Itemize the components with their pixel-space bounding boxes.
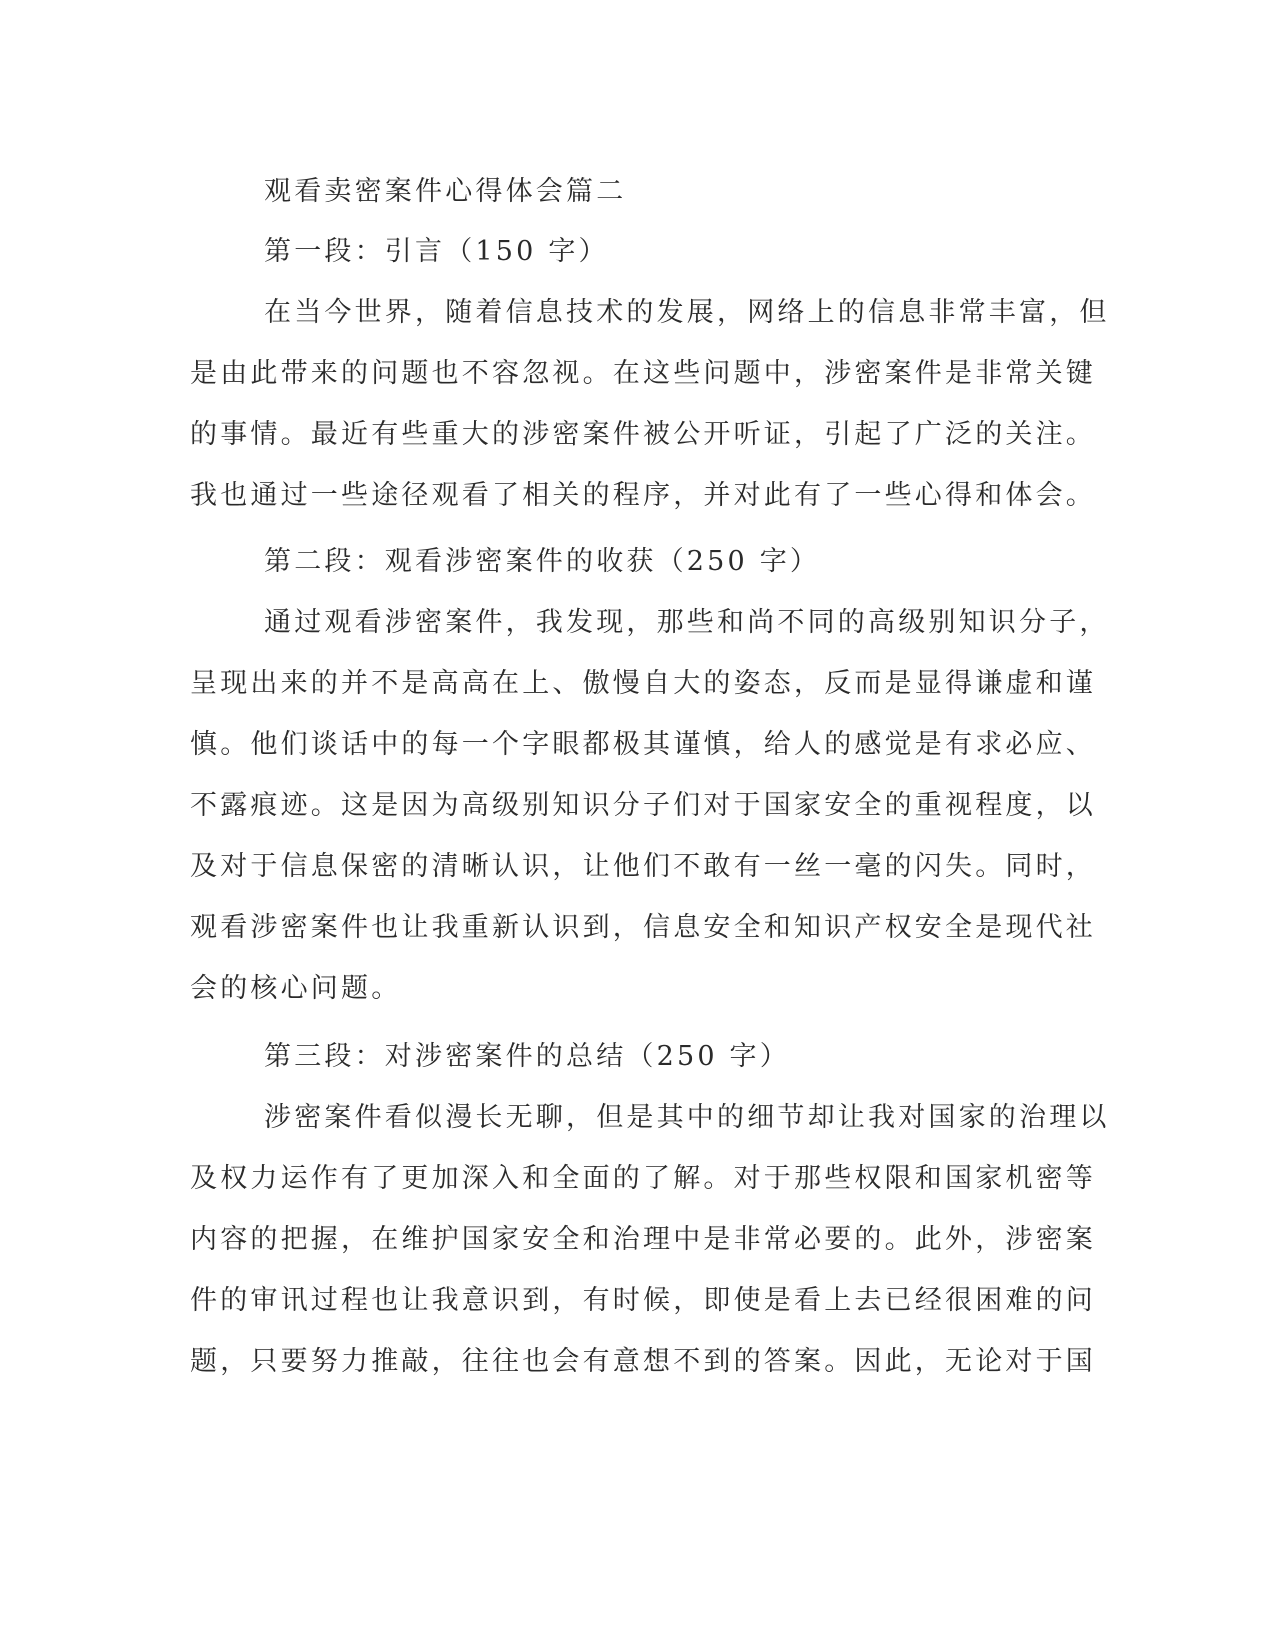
paragraph-line: 的事情。最近有些重大的涉密案件被公开听证，引起了广泛的关注。: [190, 419, 1096, 450]
paragraph-line: 件的审讯过程也让我意识到，有时候，即使是看上去已经很困难的问: [190, 1285, 1096, 1316]
paragraph-line: 及对于信息保密的清晰认识，让他们不敢有一丝一毫的闪失。同时，: [190, 851, 1096, 882]
section-2-heading: [190, 531, 1080, 592]
section-3-heading-text: 第三段：对涉密案件的总结（250 字）: [264, 1041, 790, 1072]
document-title: [190, 161, 1080, 222]
paragraph-line: 我也通过一些途径观看了相关的程序，并对此有了一些心得和体会。: [190, 480, 1096, 511]
paragraph-line: 题，只要努力推敲，往往也会有意想不到的答案。因此，无论对于国: [190, 1346, 1096, 1377]
paragraph-line: 内容的把握，在维护国家安全和治理中是非常必要的。此外，涉密案: [190, 1224, 1096, 1255]
section-3-heading: [190, 1026, 1080, 1087]
paragraph-line: 慎。他们谈话中的每一个字眼都极其谨慎，给人的感觉是有求必应、: [190, 729, 1096, 760]
paragraph-line: 会的核心问题。: [190, 973, 402, 1004]
paragraph-line: 及权力运作有了更加深入和全面的了解。对于那些权限和国家机密等: [190, 1163, 1096, 1194]
section-1-heading: [190, 221, 1080, 282]
paragraph-line: 在当今世界，随着信息技术的发展，网络上的信息非常丰富，但: [264, 297, 1110, 328]
section-2-paragraph: [190, 592, 1110, 1019]
paragraph-line: 不露痕迹。这是因为高级别知识分子们对于国家安全的重视程度，以: [190, 790, 1096, 821]
paragraph-line: 涉密案件看似漫长无聊，但是其中的细节却让我对国家的治理以: [264, 1102, 1110, 1133]
paragraph-line: 是由此带来的问题也不容忽视。在这些问题中，涉密案件是非常关键: [190, 358, 1096, 389]
section-3-paragraph: [190, 1087, 1110, 1392]
section-2-heading-text: 第二段：观看涉密案件的收获（250 字）: [264, 546, 821, 577]
paragraph-line: 呈现出来的并不是高高在上、傲慢自大的姿态，反而是显得谦虚和谨: [190, 668, 1096, 699]
section-1-heading-text: 第一段：引言（150 字）: [264, 236, 609, 267]
paragraph-line: 观看涉密案件也让我重新认识到，信息安全和知识产权安全是现代社: [190, 912, 1096, 943]
paragraph-line: 通过观看涉密案件，我发现，那些和尚不同的高级别知识分子，: [264, 607, 1110, 638]
section-1-paragraph: [190, 282, 1110, 526]
document-title-text: 观看卖密案件心得体会篇二: [264, 176, 627, 207]
